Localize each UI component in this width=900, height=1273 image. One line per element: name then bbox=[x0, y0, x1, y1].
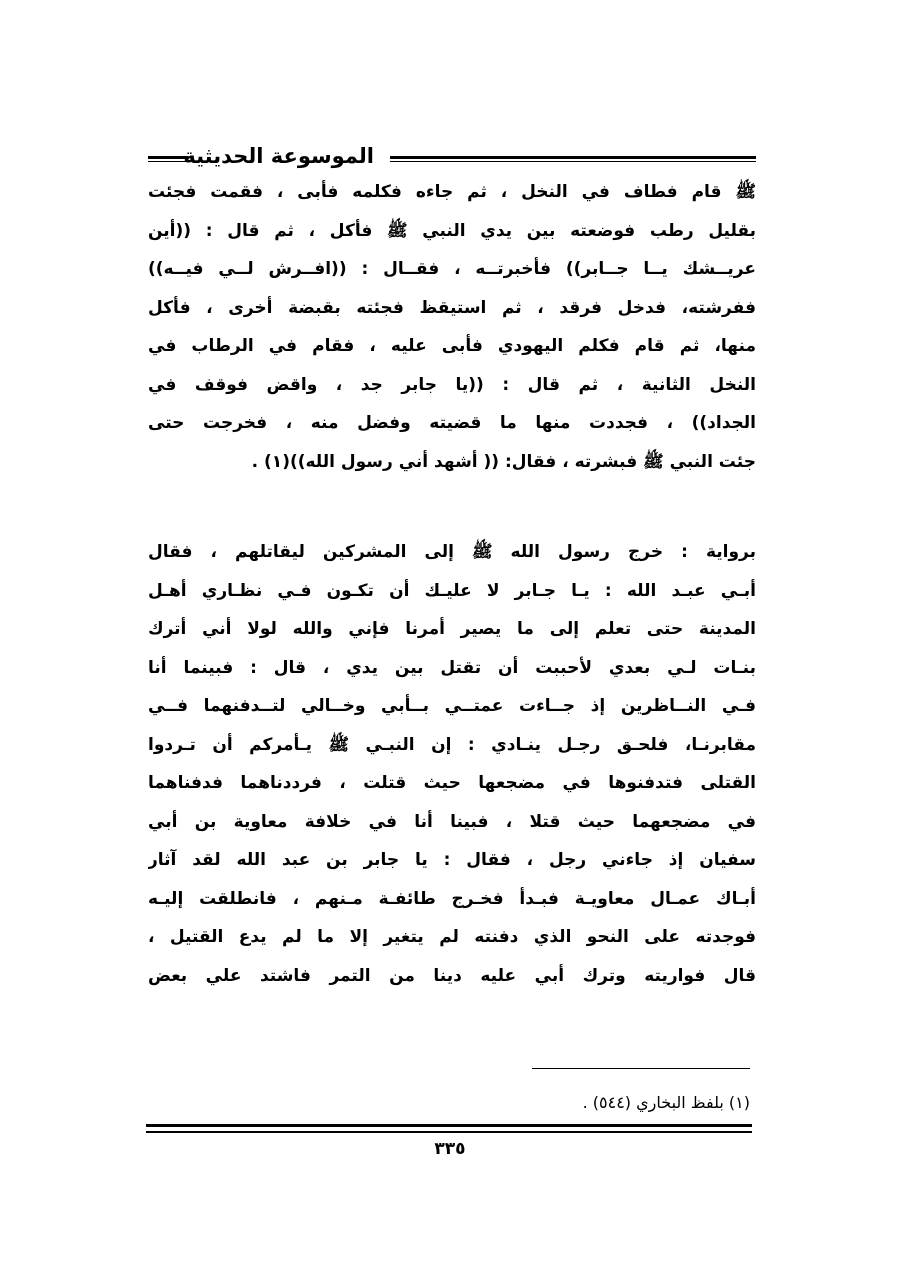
text-line: القتلى فتدفنوها في مضجعها حيث قتلت ، فرددناهما فدفناهما bbox=[148, 773, 756, 793]
text-line: النخل الثانية ، ثم قال : ((يا جابر جد ، واقض فوقف في bbox=[148, 374, 756, 395]
paragraph-1 bbox=[148, 173, 756, 481]
text-line: عريــشك يــا جــابر)) فأخبرتــه ، فقــال : ((افــرش لــي فيــه)) bbox=[148, 259, 756, 279]
text-line: المدينة حتى تعلم إلى ما يصير أمرنا فإني والله لولا أني أترك bbox=[148, 619, 756, 639]
header-rule-left bbox=[148, 156, 188, 162]
text-line: ففرشته، فدخل فرقد ، ثم استيقظ فجئته بقبضة أخرى ، فأكل bbox=[148, 297, 756, 318]
text-line: ﷺ قام فطاف في النخل ، ثم جاءه فكلمه فأبى ، فقمت فجئت bbox=[148, 182, 756, 202]
running-header bbox=[148, 142, 756, 172]
text-line: جئت النبي ﷺ فبشرته ، فقال: (( أشهد أني رسول الله))(١) . bbox=[251, 451, 756, 472]
text-line: أبـي عبـد الله : يـا جـابر لا عليـك أن تكـون فـي نظـاري أهـل bbox=[148, 580, 756, 601]
text-line: أبـاك عمـال معاويـة فبـدأ فخـرج طائفـة مـنهم ، فانطلقت إليـه bbox=[148, 888, 756, 909]
text-line: برواية : خرج رسول الله ﷺ إلى المشركين ليقاتلهم ، فقال bbox=[148, 542, 756, 562]
footer-rule bbox=[146, 1124, 752, 1133]
header-rule-right bbox=[390, 156, 756, 162]
text-line: سفيان إذ جاءني رجل ، فقال : يا جابر بن عبد الله لقد آثار bbox=[148, 850, 756, 870]
text-line: منها، ثم قام فكلم اليهودي فأبى عليه ، فقام في الرطاب في bbox=[148, 336, 756, 356]
text-line: بقليل رطب فوضعته بين يدي النبي ﷺ فأكل ، ثم قال : ((أين bbox=[148, 220, 756, 241]
text-line: مقابرنـا، فلحـق رجـل ينـادي : إن النبـي ﷺ يـأمركم أن تـردوا bbox=[148, 734, 756, 755]
page-number: ٣٣٥ bbox=[434, 1139, 466, 1159]
paragraph-2 bbox=[148, 533, 756, 995]
text-line: فوجدته على النحو الذي دفنته لم يتغير إلا ما لم يدع القتيل ، bbox=[148, 927, 756, 947]
text-line: الجداد)) ، فجددت منها ما قضيته وفضل منه ، فخرجت حتى bbox=[148, 413, 756, 433]
text-line: فـي النــاظرين إذ جــاءت عمتــي بــأبي وخــالي لتــدفنهما فــي bbox=[148, 696, 756, 716]
text-line: بنـات لـي بعدي لأحببت أن تقتل بين يدي ، قال : فبينما أنا bbox=[148, 657, 756, 678]
text-line: في مضجعهما حيث قتلا ، فبينا أنا في خلافة معاوية بن أبي bbox=[148, 811, 756, 832]
text-line: قال فواريته وترك أبي عليه دينا من التمر فاشتد علي بعض bbox=[148, 965, 756, 986]
running-header-title: الموسوعة الحديثية bbox=[183, 144, 374, 168]
footnote-separator bbox=[532, 1068, 750, 1069]
footnote: (١) بلفظ البخاري (٥٤٤) . bbox=[582, 1093, 750, 1112]
